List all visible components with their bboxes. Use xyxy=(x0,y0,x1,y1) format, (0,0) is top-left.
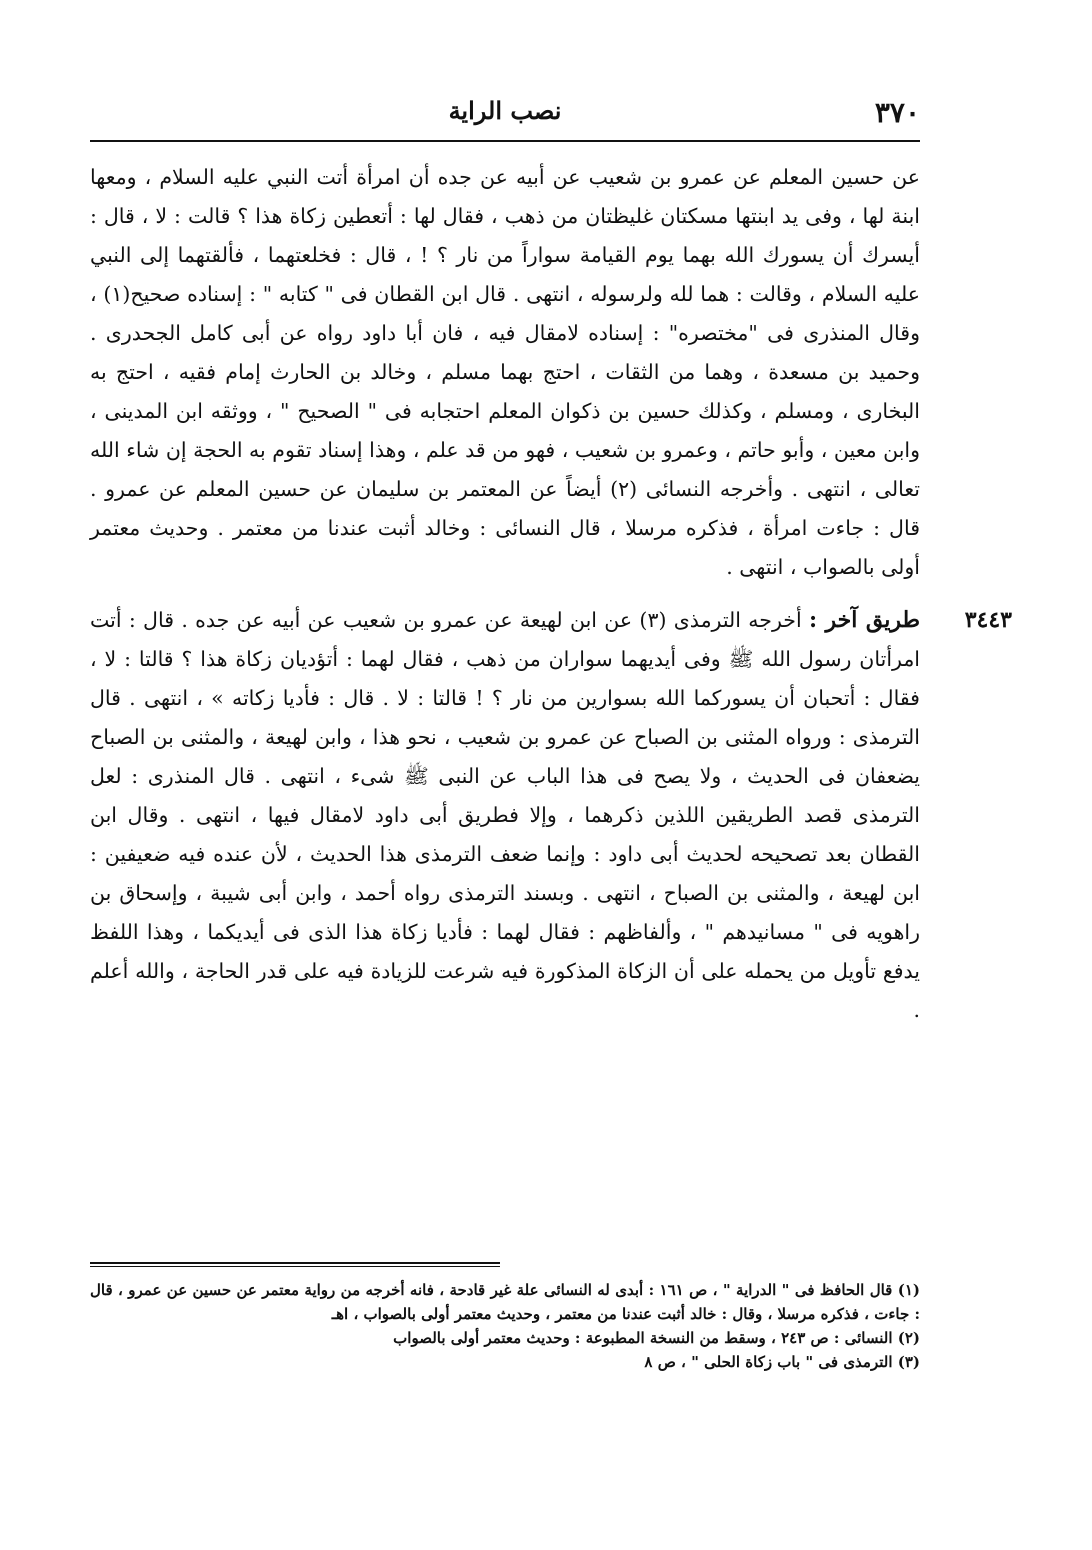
hadith-body: أخرجه الترمذى (٣) عن ابن لهيعة عن عمرو بن شعيب عن أبيه عن جده . قال : أتت امرأتان رسول الله ﷺ وفى أيديهما سواران من ذهب ، فقال لهما : أتؤديان زكاة هذا ؟ قالتا : لا ، فقال : أتحبان أن يسوركما الله بسوارين من نار ؟ ! قالتا : لا . قال : فأديا زكاته » ، انتهى . قال الترمذى : ورواه المثنى بن الصباح عن عمرو بن شعيب ، نحو هذا ، وابن لهيعة ، والمثنى بن الصباح يضعفان فى الحديث ، ولا يصح فى هذا الباب عن النبى ﷺ شىء ، انتهى . قال المنذرى : لعل الترمذى قصد الطريقين اللذين ذكرهما ، وإلا فطريق أبى داود لامقال فيها ، انتهى . وقال ابن القطان بعد تصحيحه لحديث أبى داود : وإنما ضعف الترمذى هذا الحديث ، لأن عنده فيه ضعيفين : ابن لهيعة ، والمثنى بن الصباح ، انتهى . وبسند الترمذى رواه أحمد ، وابن أبى شيبة ، وإسحاق بن راهويه فى " مسانيدهم " ، وألفاظهم : فقال لهما : فأديا زكاة هذا الذى فى أيديكما ، وهذا اللفظ يدفع تأويل من يحمله على أن الزكاة المذكورة فيه شرعت للزيادة فيه على قدر الحاجة ، والله أعلم . xyxy=(90,608,920,1022)
footnotes xyxy=(90,1278,920,1374)
hadith-lead: طريق آخر : xyxy=(808,607,920,633)
document-page xyxy=(90,90,1012,1420)
footnote-3: (٣) الترمذى فى " باب زكاة الحلى " ، ص ٨ xyxy=(644,1353,920,1371)
footnote-1: (١) قال الحافظ فى " الدراية " ، ص ١٦١ : أبدى له النسائى علة غير قادحة ، فانه أخرجه من رواية معتمر عن حسين عن عمرو ، قال : جاءت ، فذكره مرسلا ، وقال : خالد أثبت عندنا من معتمر ، وحديث معتمر أولى بالصواب ، اهـ xyxy=(90,1281,920,1323)
page-header xyxy=(90,90,920,142)
main-text xyxy=(90,158,1012,1044)
footnote-divider xyxy=(90,1262,500,1267)
hadith-entry xyxy=(90,601,1012,1030)
page-number: ٣٧٠ xyxy=(874,96,920,129)
footnote-2: (٢) النسائى : ص ٢٤٣ ، وسقط من النسخة المطبوعة : وحديث معتمر أولى بالصواب xyxy=(393,1329,920,1347)
hadith-text xyxy=(90,601,920,1030)
running-title: نصب الراية xyxy=(448,96,562,125)
hadith-number: ٣٤٤٣ xyxy=(964,607,1012,633)
paragraph: عن حسين المعلم عن عمرو بن شعيب عن أبيه عن جده أن امرأة أتت النبي عليه السلام ، ومعها ابنة لها ، وفى يد ابنتها مسكتان غليظتان من ذهب ، فقال لها : أتعطين زكاة هذا ؟ قالت : لا ، قال : أيسرك أن يسورك الله بهما يوم القيامة سواراً من نار ؟ ! ، قال : فخلعتهما ، فألقتهما إلى النبي عليه السلام ، وقالت : هما لله ولرسوله ، انتهى . قال ابن القطان فى " كتابه " : إسناده صحيح(١) ، وقال المنذرى فى "مختصره" : إسناده لامقال فيه ، فان أبا داود رواه عن أبى كامل الجحدرى . وحميد بن مسعدة ، وهما من الثقات ، احتج بهما مسلم ، وخالد بن الحارث إمام فقيه ، احتج به البخارى ، ومسلم ، وكذلك حسين بن ذكوان المعلم احتجابه فى " الصحيح " ، ووثقه ابن المدينى ، وابن معين ، وأبو حاتم ، وعمرو بن شعيب ، فهو من قد علم ، وهذا إسناد تقوم به الحجة إن شاء الله تعالى ، انتهى . وأخرجه النسائى (٢) أيضاً عن المعتمر بن سليمان عن حسين المعلم عن عمرو . قال : جاءت امرأة ، فذكره مرسلا ، قال النسائى : وخالد أثبت عندنا من معتمر . وحديث معتمر أولى بالصواب ، انتهى . xyxy=(90,165,921,579)
